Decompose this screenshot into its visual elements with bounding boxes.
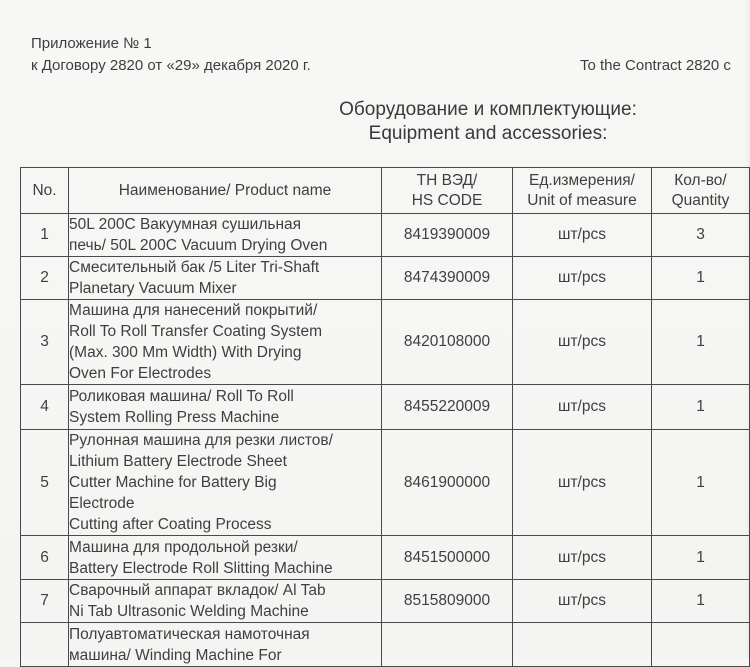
cell-hs-code: 8461900000 [382,430,513,536]
hs-header-en: HS CODE [382,191,512,211]
cell-hs-code: 8419390009 [382,214,513,257]
cell-unit: шт/pcs [513,385,652,430]
cell-quantity: 1 [652,536,750,580]
cell-product-name: Рулонная машина для резки листов/ Lithium Battery Electrode Sheet Cutter Machine for Battery Big Electrode Cutting after Coating Process [69,430,382,536]
cell-quantity: 1 [652,385,750,430]
document-title-ru: Оборудование и комплектующие: [0,98,750,122]
cell-quantity: 1 [652,430,750,536]
table-row [21,300,750,385]
table-row [21,536,750,580]
cell-no: 7 [21,580,69,623]
qty-header-ru: Кол-во/ [652,171,749,191]
cell-unit: шт/pcs [513,257,652,300]
cell-product-name: Машина для нанесений покрытий/ Roll To Roll Transfer Coating System (Max. 300 Mm Width) With Drying Oven For Electrodes [69,300,382,385]
cell-hs-code: 8455220009 [382,385,513,430]
page-edge-shadow [744,0,750,658]
cell-unit: шт/pcs [513,580,652,623]
cell-hs-code: 8451500000 [382,536,513,580]
cell-hs-code: 8474390009 [382,257,513,300]
cell-quantity: 3 [652,214,750,257]
cell-unit: шт/pcs [513,536,652,580]
column-header-no: No. [21,168,69,214]
cell-hs-code [382,623,513,667]
table-row [21,385,750,430]
cell-unit: шт/pcs [513,430,652,536]
cell-quantity: 1 [652,580,750,623]
cell-product-name: Роликовая машина/ Roll To Roll System Rolling Press Machine [69,385,382,430]
cell-no: 1 [21,214,69,257]
cell-product-name: Смесительный бак /5 Liter Tri-Shaft Planetary Vacuum Mixer [69,257,382,300]
cell-product-name: Полуавтоматическая намоточная машина/ Winding Machine For [69,623,382,667]
table-row [21,214,750,257]
column-header-hs-code [382,168,513,214]
cell-no: 4 [21,385,69,430]
unit-header-en: Unit of measure [513,191,651,211]
table-row [21,623,750,667]
document-title-en: Equipment and accessories: [0,122,750,146]
table-row [21,257,750,300]
cell-no: 6 [21,536,69,580]
column-header-name: Наименование/ Product name [69,168,382,214]
cell-hs-code: 8420108000 [382,300,513,385]
cell-product-name: Машина для продольной резки/ Battery Electrode Roll Slitting Machine [69,536,382,580]
cell-hs-code: 8515809000 [382,580,513,623]
cell-no: 5 [21,430,69,536]
cell-product-name: Сварочный аппарат вкладок/ Al Tab Ni Tab Ultrasonic Welding Machine [69,580,382,623]
cell-quantity [652,623,750,667]
cell-unit: шт/pcs [513,300,652,385]
cell-quantity: 1 [652,257,750,300]
hs-header-ru: ТН ВЭД/ [382,171,512,191]
column-header-unit [513,168,652,214]
unit-header-ru: Ед.измерения/ [513,171,651,191]
cell-no: 3 [21,300,69,385]
table-row [21,580,750,623]
contract-reference-ru: к Договору 2820 от «29» декабря 2020 г. [31,55,311,77]
cell-no [21,623,69,667]
table-row [21,430,750,536]
cell-no: 2 [21,257,69,300]
qty-header-en: Quantity [652,191,749,211]
cell-unit: шт/pcs [513,214,652,257]
appendix-label: Приложение № 1 [31,33,152,55]
table-header [21,168,750,214]
contract-reference-en: To the Contract 2820 c [580,55,731,77]
cell-unit [513,623,652,667]
cell-quantity: 1 [652,300,750,385]
equipment-table [20,167,750,667]
cell-product-name: 50L 200C Вакуумная сушильная печь/ 50L 200C Vacuum Drying Oven [69,214,382,257]
column-header-quantity [652,168,750,214]
